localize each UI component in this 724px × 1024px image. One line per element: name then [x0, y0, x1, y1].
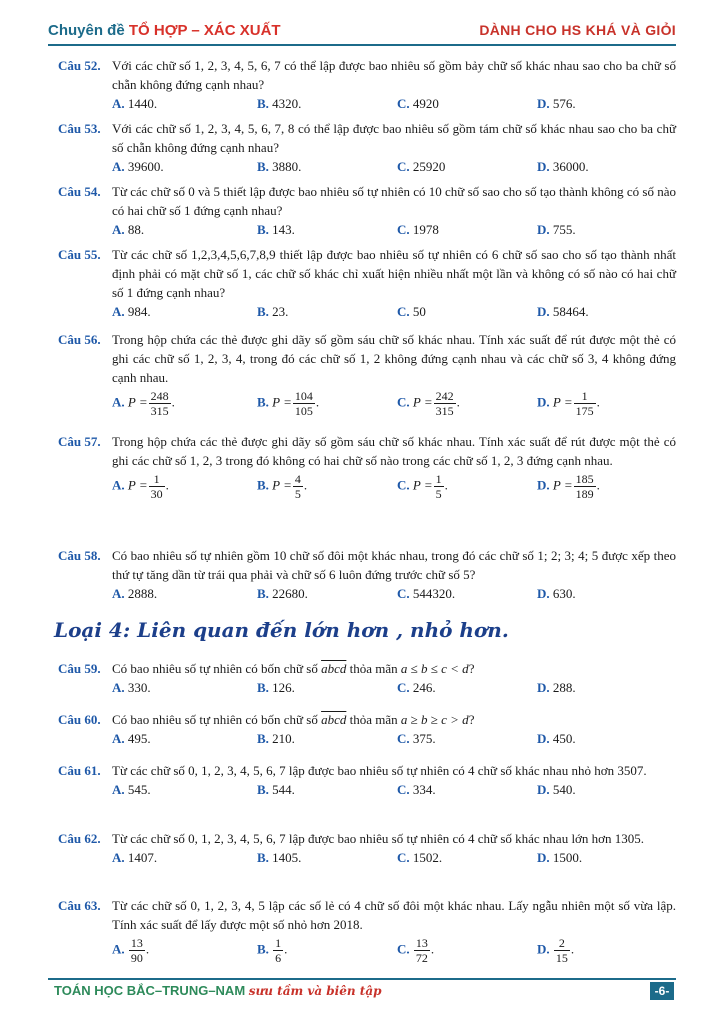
option-a: A. P = $\frac{1}{30}$ .: [112, 472, 169, 501]
option-value: 2888.: [127, 586, 158, 601]
answer-options: [112, 729, 676, 749]
option-a: [112, 94, 157, 113]
option-label: D.: [537, 586, 550, 601]
question-number: Câu 61.: [58, 763, 101, 778]
fraction: [149, 472, 165, 501]
option-a: [112, 302, 151, 321]
option-d: [537, 220, 576, 239]
option-d: D. P = $\frac{185}{189}$ .: [537, 472, 600, 501]
option-label: D.: [537, 782, 550, 797]
prob-var: P =: [412, 477, 433, 493]
option-label: A.: [112, 96, 125, 111]
header-divider: [48, 44, 676, 46]
option-value: 4920: [412, 96, 439, 111]
option-value: 23.: [272, 304, 289, 319]
option-value: 334.: [412, 782, 436, 797]
prob-var: P =: [412, 394, 433, 410]
option-label: C.: [397, 850, 410, 865]
question-text: Từ các chữ số 0, 1, 2, 3, 4, 5 lập các số lẻ có 4 chữ số đôi một khác nhau. Lấy ngẫu nhiên một số vừa lập. Tính xác suất để lấy được một số nhỏ hơn 2018.: [112, 898, 676, 932]
question-52: [58, 56, 676, 114]
option-label: C.: [397, 394, 410, 410]
condition: a ≤ b ≤ c < d: [400, 661, 469, 676]
option-b: B. P = $\frac{104}{105}$ .: [257, 389, 320, 418]
option-value: 143.: [272, 222, 295, 237]
question-60: [58, 710, 676, 749]
option-value: 210.: [272, 731, 295, 746]
option-label: D.: [537, 477, 550, 493]
option-value: 450.: [552, 731, 576, 746]
option-label: B.: [257, 850, 269, 865]
question-text: Từ các chữ số 0, 1, 2, 3, 4, 5, 6, 7 lập được bao nhiêu số tự nhiên có 4 chữ số khác nhau lớn hơn 1305.: [112, 831, 645, 846]
footer-divider: [48, 978, 676, 980]
option-label: A.: [112, 850, 125, 865]
option-b: [257, 780, 295, 799]
footer-brand: [54, 983, 381, 998]
prob-var: P =: [272, 394, 292, 410]
option-value: 375.: [412, 731, 436, 746]
numerator: 104: [294, 389, 313, 403]
question-55: [58, 245, 676, 322]
option-label: A.: [112, 222, 125, 237]
denominator: 90: [130, 951, 143, 965]
number-notation: abcd: [321, 661, 347, 676]
option-label: D.: [537, 941, 550, 957]
option-c: [397, 780, 436, 799]
answer-options: [112, 157, 676, 177]
fraction: [554, 936, 570, 965]
option-d: [537, 584, 576, 603]
option-value: 288.: [552, 680, 576, 695]
prob-var: P =: [127, 477, 148, 493]
answer-options: [112, 780, 676, 800]
option-a: [112, 584, 157, 603]
option-value: 1978: [412, 222, 439, 237]
option-d: [537, 848, 582, 867]
question-54: [58, 182, 676, 240]
question-text-mid: thỏa mãn: [349, 712, 398, 727]
option-value: 36000.: [552, 159, 589, 174]
numerator: 1: [435, 472, 442, 486]
question-56: [58, 330, 676, 425]
prob-var: P =: [552, 394, 573, 410]
option-d: [537, 678, 576, 697]
option-label: D.: [537, 96, 550, 111]
denominator: 175: [575, 404, 594, 418]
question-text: [112, 659, 676, 678]
question-text: Có bao nhiêu số tự nhiên gồm 10 chữ số đôi một khác nhau, trong đó các chữ số 1; 2; 3; 4; 5 được xếp theo thứ tự tăng dần từ trái qua phải và chữ số 6 luôn đứng trước chữ số 5?: [112, 548, 676, 582]
numerator: 242: [435, 389, 454, 403]
numerator: 13: [415, 936, 428, 950]
option-a: [112, 157, 164, 176]
option-value: 495.: [127, 731, 151, 746]
option-b: B. P = $\frac{4}{5}$ .: [257, 472, 308, 501]
fraction: [434, 389, 456, 418]
question-number: Câu 52.: [58, 58, 101, 73]
option-label: C.: [397, 477, 410, 493]
question-53: [58, 119, 676, 177]
option-label: A.: [112, 680, 125, 695]
question-57: [58, 432, 676, 508]
option-label: A.: [112, 304, 125, 319]
question-text: Với các chữ số 1, 2, 3, 4, 5, 6, 7, 8 có thể lập được bao nhiêu số gồm tám chữ số khác nhau sao cho ba chữ số chẵn không đứng cạnh nhau?: [112, 121, 676, 155]
option-d: [537, 302, 589, 321]
answer-options: [112, 678, 676, 698]
option-b: B. $\frac{1}{6}$ .: [257, 936, 288, 965]
option-d: [537, 780, 576, 799]
question-number: Câu 53.: [58, 121, 101, 136]
numerator: 2: [554, 936, 570, 951]
denominator: 30: [150, 487, 163, 501]
question-text: Từ các chữ số 1,2,3,4,5,6,7,8,9 thiết lập được bao nhiêu số tự nhiên có 6 chữ số sao cho số tạo thành nhất định phải có mặt chữ số 1, các chữ số khác chỉ xuất hiện nhiều nhất một lần và không có số nào có hai chữ số 1 đứng cạnh nhau?: [112, 247, 676, 300]
option-label: A.: [112, 394, 125, 410]
question-number: Câu 54.: [58, 184, 101, 199]
header-audience: DÀNH CHO HS KHÁ VÀ GIỎI: [479, 22, 676, 38]
question-text-mid: thỏa mãn: [349, 661, 398, 676]
section-title: Loại 4: Liên quan đến lớn hơn , nhỏ hơn.: [54, 618, 509, 642]
option-c: [397, 729, 436, 748]
question-text-end: ?: [468, 661, 475, 676]
answer-options: [112, 934, 676, 972]
option-c: [397, 94, 439, 113]
fraction: [293, 389, 315, 418]
answer-options: [112, 94, 676, 114]
question-number: Câu 62.: [58, 831, 101, 846]
option-label: B.: [257, 222, 269, 237]
option-c: [397, 302, 426, 321]
option-value: 246.: [412, 680, 436, 695]
numerator: 248: [150, 389, 169, 403]
option-label: C.: [397, 941, 410, 957]
denominator: 315: [435, 404, 454, 418]
denominator: 15: [555, 951, 568, 965]
page-number: -6-: [650, 982, 674, 1000]
option-label: C.: [397, 222, 410, 237]
option-a: [112, 848, 157, 867]
option-label: C.: [397, 731, 410, 746]
question-text: Với các chữ số 1, 2, 3, 4, 5, 6, 7 có thể lập được bao nhiêu số gồm bảy chữ số khác nhau sao cho ba chữ số chẵn không đứng cạnh nhau?: [112, 58, 676, 92]
denominator: 5: [294, 487, 301, 501]
numerator: 185: [575, 472, 594, 486]
option-label: B.: [257, 96, 269, 111]
option-value: 540.: [552, 782, 576, 797]
option-c: C. P = $\frac{1}{5}$ .: [397, 472, 448, 501]
option-c: C. P = $\frac{242}{315}$ .: [397, 389, 460, 418]
answer-options: [112, 220, 676, 240]
option-value: 3880.: [272, 159, 302, 174]
header-prefix: Chuyên đề: [48, 22, 125, 39]
question-text-pre: Có bao nhiêu số tự nhiên có bốn chữ số: [112, 661, 318, 676]
option-label: C.: [397, 680, 410, 695]
numerator: 1: [149, 472, 165, 487]
option-b: [257, 678, 295, 697]
option-label: C.: [397, 96, 410, 111]
option-c: [397, 848, 442, 867]
footer-brand-name: TOÁN HỌC BẮC–TRUNG–NAM: [54, 983, 246, 998]
question-text: Trong hộp chứa các thẻ được ghi dãy số gồm sáu chữ số khác nhau. Tính xác suất để rút được một thẻ có ghi các chữ số 1, 2, 3 trong đó không có hai chữ số nào trong các chữ số 1, 2, 3 đứng cạnh nhau.: [112, 434, 676, 468]
option-label: C.: [397, 304, 410, 319]
question-text: Từ các chữ số 0 và 5 thiết lập được bao nhiêu số tự nhiên có 10 chữ số sao cho số tạo thành không có số nào có hai chữ số 1 đứng cạnh nhau?: [112, 184, 676, 218]
denominator: 105: [294, 404, 313, 418]
option-c: [397, 220, 439, 239]
question-59: [58, 659, 676, 698]
option-label: D.: [537, 731, 550, 746]
question-58: [58, 546, 676, 604]
fraction: [574, 389, 596, 418]
option-value: 126.: [272, 680, 295, 695]
fraction: [434, 472, 444, 501]
option-label: C.: [397, 159, 410, 174]
question-61: [58, 761, 676, 800]
numerator: 13: [130, 936, 143, 950]
question-number: Câu 55.: [58, 247, 101, 262]
answer-options: [112, 848, 676, 868]
fraction: [414, 936, 430, 965]
numerator: 4: [294, 472, 301, 486]
option-d: [537, 94, 576, 113]
option-value: 576.: [552, 96, 576, 111]
option-label: B.: [257, 159, 269, 174]
option-label: D.: [537, 159, 550, 174]
option-label: A.: [112, 477, 125, 493]
option-value: 4320.: [272, 96, 302, 111]
option-label: B.: [257, 586, 269, 601]
header-topic: [48, 22, 281, 39]
option-value: 1440.: [127, 96, 158, 111]
option-b: [257, 94, 301, 113]
numerator: 1: [275, 936, 282, 950]
fraction: [149, 389, 171, 418]
option-d: [537, 157, 589, 176]
option-value: 984.: [127, 304, 151, 319]
denominator: 5: [435, 487, 442, 501]
option-a: [112, 780, 151, 799]
option-a: A. P = $\frac{248}{315}$ .: [112, 389, 175, 418]
option-value: 630.: [552, 586, 576, 601]
option-label: B.: [257, 477, 269, 493]
question-text: [112, 710, 676, 729]
option-label: C.: [397, 782, 410, 797]
condition: a ≥ b ≥ c > d: [400, 712, 469, 727]
denominator: 189: [575, 487, 594, 501]
option-b: [257, 848, 301, 867]
question-62: [58, 829, 676, 868]
option-value: 25920: [412, 159, 446, 174]
question-text: Trong hộp chứa các thẻ được ghi dãy số gồm sáu chữ số khác nhau. Tính xác suất để rút được một thẻ có ghi các chữ số 1, 2, 3, 4, trong đó các chữ số 1, 2 không đứng cạnh nhau và các chữ số 3, 4 không đứng cạnh nhau.: [112, 332, 676, 385]
option-b: [257, 157, 301, 176]
option-b: [257, 584, 308, 603]
option-d: [537, 729, 576, 748]
option-value: 330.: [127, 680, 151, 695]
option-label: A.: [112, 782, 125, 797]
question-63: [58, 896, 676, 972]
option-label: D.: [537, 304, 550, 319]
option-d: D. P = $\frac{1}{175}$ .: [537, 389, 600, 418]
question-number: Câu 60.: [58, 712, 101, 727]
header-topic-name: TỔ HỢP – XÁC XUẤT: [128, 22, 281, 39]
answer-options: [112, 584, 676, 604]
option-a: A. $\frac{13}{90}$ .: [112, 936, 150, 965]
question-number: Câu 56.: [58, 332, 101, 347]
option-label: A.: [112, 731, 125, 746]
denominator: 72: [415, 951, 428, 965]
option-value: 544.: [272, 782, 295, 797]
option-label: D.: [537, 850, 550, 865]
number-notation: abcd: [321, 712, 347, 727]
option-label: D.: [537, 394, 550, 410]
option-label: D.: [537, 680, 550, 695]
prob-var: P =: [552, 477, 573, 493]
question-number: Câu 59.: [58, 661, 101, 676]
option-label: B.: [257, 680, 269, 695]
question-text-end: ?: [468, 712, 475, 727]
option-value: 39600.: [127, 159, 164, 174]
option-d: D. $\frac{2}{15}$ .: [537, 936, 575, 965]
option-label: B.: [257, 782, 269, 797]
page-header: [48, 20, 676, 46]
question-text-pre: Có bao nhiêu số tự nhiên có bốn chữ số: [112, 712, 318, 727]
option-value: 50: [412, 304, 426, 319]
option-label: B.: [257, 394, 269, 410]
option-c: [397, 678, 436, 697]
option-c: [397, 157, 445, 176]
option-a: [112, 220, 144, 239]
denominator: 6: [275, 951, 282, 965]
option-label: A.: [112, 586, 125, 601]
question-text: Từ các chữ số 0, 1, 2, 3, 4, 5, 6, 7 lập được bao nhiêu số tự nhiên có 4 chữ số khác nhau nhỏ hơn 3507.: [112, 763, 647, 778]
answer-options: [112, 387, 676, 425]
option-label: A.: [112, 941, 125, 957]
fraction: [574, 472, 596, 501]
fraction: [273, 936, 283, 965]
option-value: 22680.: [272, 586, 308, 601]
option-label: B.: [257, 731, 269, 746]
denominator: 315: [150, 404, 169, 418]
option-value: 1502.: [412, 850, 443, 865]
option-label: B.: [257, 941, 269, 957]
option-label: B.: [257, 304, 269, 319]
option-c: [397, 584, 455, 603]
option-value: 1405.: [272, 850, 302, 865]
prob-var: P =: [272, 477, 292, 493]
fraction: [293, 472, 303, 501]
option-value: 755.: [552, 222, 576, 237]
option-a: [112, 678, 151, 697]
option-value: 1407.: [127, 850, 158, 865]
question-number: Câu 57.: [58, 434, 101, 449]
answer-options: [112, 470, 676, 508]
option-b: [257, 220, 295, 239]
option-value: 58464.: [552, 304, 589, 319]
question-number: Câu 63.: [58, 898, 101, 913]
option-value: 544320.: [412, 586, 456, 601]
option-label: C.: [397, 586, 410, 601]
fraction: [129, 936, 145, 965]
option-b: [257, 729, 295, 748]
option-value: 545.: [127, 782, 151, 797]
question-number: Câu 58.: [58, 548, 101, 563]
option-label: A.: [112, 159, 125, 174]
footer-source: sưu tầm và biên tập: [248, 984, 382, 998]
option-b: [257, 302, 288, 321]
option-value: 1500.: [552, 850, 583, 865]
option-value: 88.: [127, 222, 145, 237]
numerator: 1: [574, 389, 596, 404]
option-label: D.: [537, 222, 550, 237]
option-a: [112, 729, 151, 748]
option-c: C. $\frac{13}{72}$ .: [397, 936, 435, 965]
prob-var: P =: [127, 394, 148, 410]
answer-options: [112, 302, 676, 322]
